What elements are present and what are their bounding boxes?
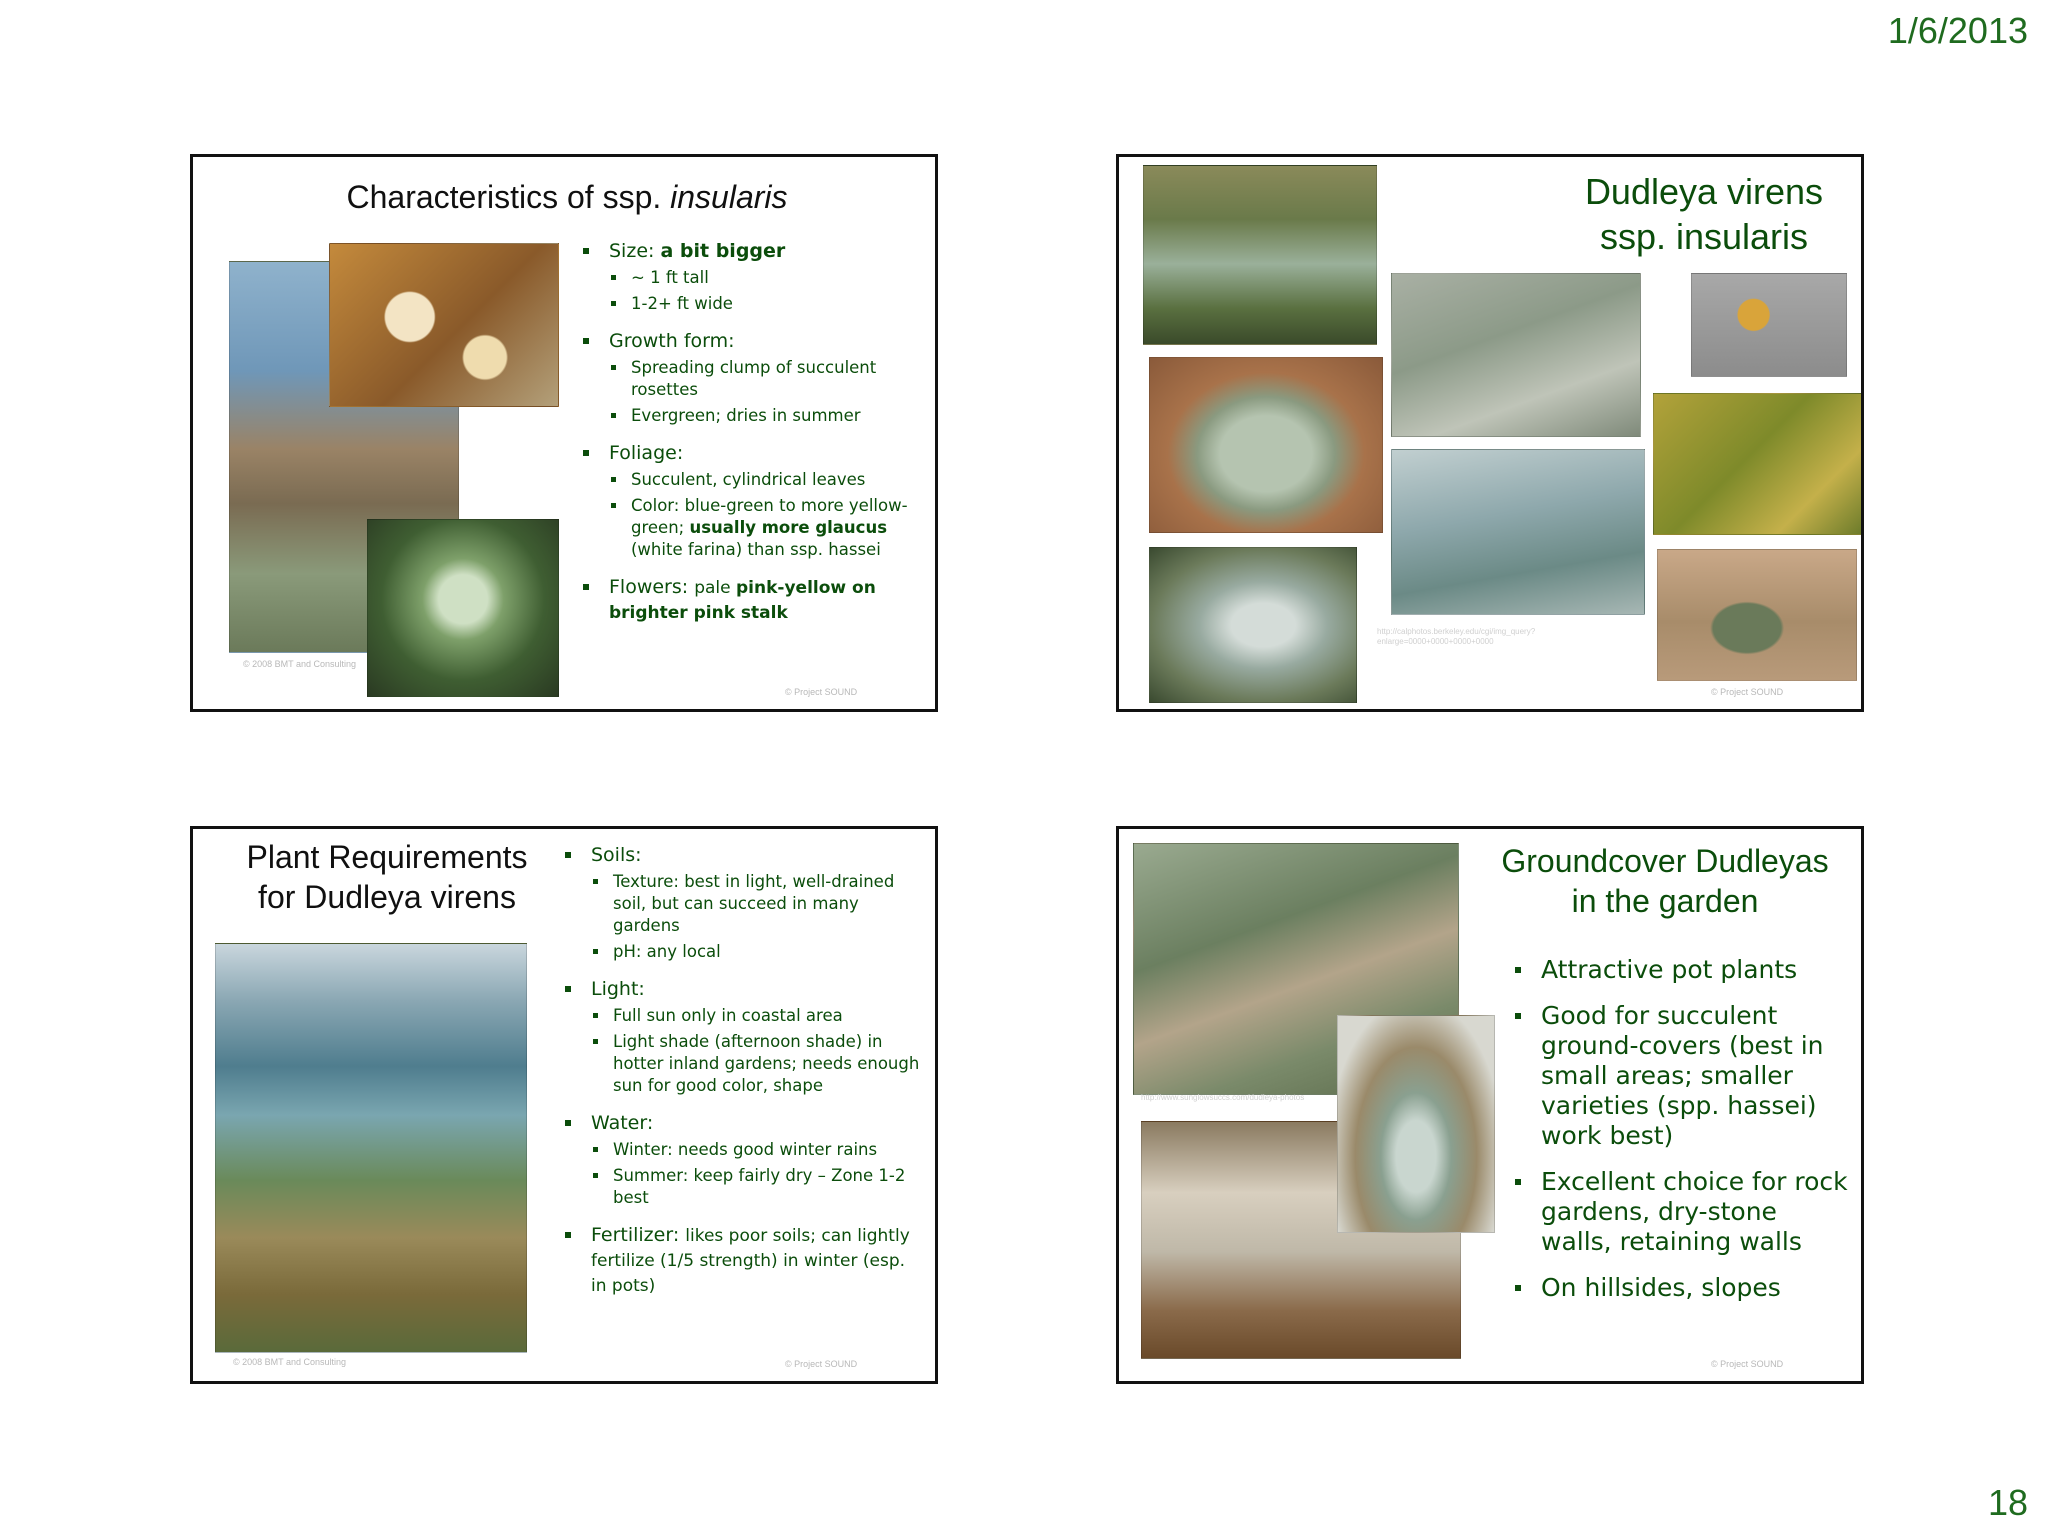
groundcover-list (1513, 939, 1853, 1303)
title-line: for Dudleya virens (258, 879, 516, 915)
cliffside-dudleya-photo (215, 943, 527, 1353)
copyright: © Project SOUND (785, 687, 858, 697)
growth-sublist (609, 357, 921, 427)
water-item: Summer: keep fairly dry – Zone 1-2 best (591, 1165, 923, 1209)
slide-groundcover-dudleyas (1116, 826, 1864, 1384)
groundcover-item: Attractive pot plants (1513, 955, 1853, 985)
rosette-photo (367, 519, 559, 697)
groundcover-item: Good for succulent ground-covers (best in small areas; smaller varieties (spp. hassei) work best) (1513, 1001, 1853, 1151)
size-emphasis: a bit bigger (660, 240, 786, 262)
photo-credit: http://www.sunglowsuccs.com/dudleya-photos (1141, 1093, 1305, 1102)
size-label: Size: (609, 240, 661, 262)
slide-title (193, 179, 938, 216)
slide-title (1549, 169, 1859, 259)
slide-title (217, 837, 557, 917)
water-label: Water: (591, 1112, 654, 1134)
slide-characteristics (190, 154, 938, 712)
soils-sublist (591, 871, 923, 963)
fertilizer-text: likes poor soils; can lightly fertilize (1/5 strength) in winter (esp. in pots) (591, 1226, 910, 1296)
foliage-item-color (609, 495, 921, 561)
growth-item: Spreading clump of succulent rosettes (609, 357, 921, 401)
size-item: 1-2+ ft wide (609, 293, 921, 315)
characteristics-list (581, 225, 921, 625)
bullet-water (563, 1111, 923, 1209)
fertilizer-label: Fertilizer: (591, 1224, 686, 1246)
light-sublist (591, 1005, 923, 1097)
handout-date: 1/6/2013 (1887, 10, 2028, 51)
water-item: Winter: needs good winter rains (591, 1139, 923, 1161)
title-line: Groundcover Dudleyas (1501, 843, 1829, 879)
size-sublist (609, 267, 921, 315)
foliage-label: Foliage: (609, 442, 684, 464)
flowers-text: pale (694, 578, 737, 598)
leaves-closeup-photo (1149, 547, 1357, 703)
hillside-photo (1143, 165, 1377, 345)
slide-dudleya-virens-insularis (1116, 154, 1864, 712)
copyright: © Project SOUND (785, 1359, 858, 1369)
title-italic: insularis (670, 179, 788, 215)
photo-credit: http://calphotos.berkeley.edu/cgi/img_query?enlarge=0000+0000+0000+0000 (1377, 627, 1536, 646)
light-item: Full sun only in coastal area (591, 1005, 923, 1027)
title-text: Characteristics of ssp. (346, 179, 671, 215)
soils-item: pH: any local (591, 941, 923, 963)
flowers-label: Flowers: (609, 576, 695, 598)
growth-label: Growth form: (609, 330, 735, 352)
growth-item: Evergreen; dries in summer (609, 405, 921, 427)
water-sublist (591, 1139, 923, 1209)
soils-label: Soils: (591, 844, 642, 866)
size-item: ~ 1 ft tall (609, 267, 921, 289)
requirements-list (563, 829, 923, 1298)
flower-closeup-photo (329, 243, 559, 407)
flowers-emphasis: pink-yellow on brighter pink stalk (609, 578, 876, 623)
foliage-item: Succulent, cylindrical leaves (609, 469, 921, 491)
bullet-fertilizer (563, 1223, 923, 1298)
title-line: Plant Requirements (246, 839, 528, 875)
yellow-green-photo (1653, 393, 1864, 535)
potted-dudleya-photo (1337, 1015, 1495, 1233)
title-line: in the garden (1571, 883, 1759, 919)
glaucous-rosettes-photo (1391, 449, 1645, 615)
garden-bed-photo (1657, 549, 1857, 681)
rosette-clump-photo (1149, 357, 1383, 533)
foliage-sublist (609, 469, 921, 561)
title-line: Dudleya virens (1584, 171, 1824, 212)
copyright: © Project SOUND (1711, 687, 1784, 697)
foliage-text: (white farina) than ssp. hassei (631, 540, 881, 559)
groundcover-item: Excellent choice for rock gardens, dry-stone walls, retaining walls (1513, 1167, 1853, 1257)
slide-title (1475, 841, 1855, 921)
photo-credit: © 2008 BMT and Consulting (233, 1357, 347, 1367)
gray-shrub-photo (1391, 273, 1641, 437)
bullet-flowers (581, 575, 921, 625)
photo-credit: © 2008 BMT and Consulting (243, 659, 357, 669)
bullet-growth-form (581, 329, 921, 427)
foliage-emphasis: usually more glaucus (689, 518, 888, 537)
bullet-size (581, 239, 921, 315)
bullet-soils (563, 843, 923, 963)
light-item: Light shade (afternoon shade) in hotter inland gardens; needs enough sun for good color, shape (591, 1031, 923, 1097)
groundcover-item: On hillsides, slopes (1513, 1273, 1853, 1303)
soils-item: Texture: best in light, well-drained soil, but can succeed in many gardens (591, 871, 923, 937)
foliage-text: Color: blue-green to more yellow-green; (631, 496, 908, 537)
copyright: © Project SOUND (1711, 1359, 1784, 1369)
flower-stalk-photo (1691, 273, 1847, 377)
title-line: ssp. insularis (1599, 216, 1809, 257)
light-label: Light: (591, 978, 645, 1000)
bullet-foliage (581, 441, 921, 561)
bullet-light (563, 977, 923, 1097)
page-number: 18 (1987, 1482, 2028, 1523)
slide-plant-requirements (190, 826, 938, 1384)
